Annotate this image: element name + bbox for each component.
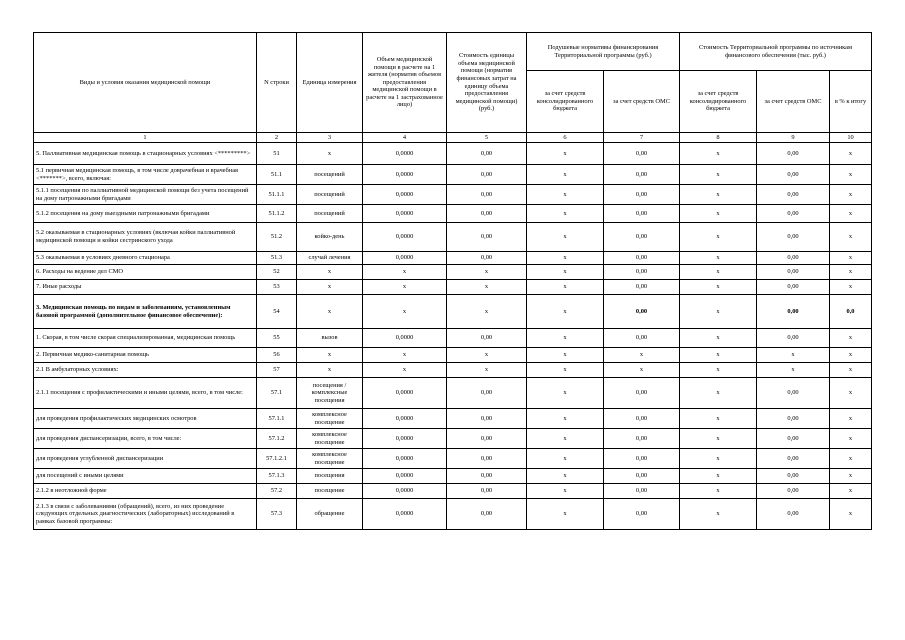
table-cell: x: [363, 295, 447, 329]
table-cell: x: [757, 348, 830, 363]
header-unit-cost: Стоимость единицы объема медицинской помощи (норматив финансовых затрат на единицу объема предоставления медицинской помощи) (руб.): [447, 33, 527, 133]
table-cell: x: [680, 378, 757, 409]
table-cell: x: [527, 265, 604, 280]
header-oms-cost: за счет средств ОМС: [757, 71, 830, 133]
table-cell: 0,0000: [363, 378, 447, 409]
table-cell: x: [680, 329, 757, 348]
table-cell: x: [830, 223, 872, 252]
row-label-cell: 5.3 оказываемая в условиях дневного стационара: [34, 252, 257, 265]
table-cell: x: [830, 429, 872, 449]
column-number: 2: [257, 133, 297, 143]
table-cell: 0,00: [447, 429, 527, 449]
table-cell: 0,0000: [363, 185, 447, 205]
table-row: [34, 449, 872, 469]
table-cell: посещения: [297, 469, 363, 484]
table-cell: x: [527, 429, 604, 449]
table-cell: 0,00: [757, 265, 830, 280]
table-cell: 57.3: [257, 499, 297, 530]
table-cell: x: [447, 348, 527, 363]
table-cell: 0,00: [757, 378, 830, 409]
table-cell: x: [527, 449, 604, 469]
table-cell: x: [527, 329, 604, 348]
table-cell: 0,0000: [363, 329, 447, 348]
table-cell: x: [830, 378, 872, 409]
table-row: [34, 143, 872, 165]
table-cell: x: [527, 185, 604, 205]
row-label-cell: 1. Скорая, в том числе скорая специализированная, медицинская помощь: [34, 329, 257, 348]
table-cell: x: [363, 363, 447, 378]
table-cell: x: [527, 295, 604, 329]
table-row: [34, 223, 872, 252]
table-cell: x: [680, 499, 757, 530]
table-cell: x: [680, 409, 757, 429]
table-cell: x: [830, 280, 872, 295]
table-cell: x: [527, 499, 604, 530]
table-cell: x: [830, 143, 872, 165]
table-cell: x: [680, 265, 757, 280]
table-cell: 0,00: [604, 265, 680, 280]
row-label-cell: для проведения диспансеризации, всего, в том числе:: [34, 429, 257, 449]
column-number: 6: [527, 133, 604, 143]
table-cell: x: [447, 295, 527, 329]
table-cell: x: [527, 348, 604, 363]
table-cell: 0,0000: [363, 143, 447, 165]
table-row: [34, 295, 872, 329]
table-cell: 57.1.1: [257, 409, 297, 429]
table-row: [34, 484, 872, 499]
table-cell: 0,00: [757, 280, 830, 295]
table-row: [34, 165, 872, 185]
table-cell: x: [830, 205, 872, 223]
table-cell: x: [447, 363, 527, 378]
table-cell: 0,00: [757, 429, 830, 449]
header-consolidated-budget: за счет средств консолидированного бюджета: [527, 71, 604, 133]
table-cell: x: [830, 329, 872, 348]
table-body: [34, 143, 872, 530]
table-cell: посещений: [297, 185, 363, 205]
table-cell: 0,00: [447, 484, 527, 499]
table-cell: x: [830, 363, 872, 378]
table-cell: 0,00: [604, 329, 680, 348]
table-cell: 0,00: [757, 449, 830, 469]
column-number: 5: [447, 133, 527, 143]
table-cell: x: [363, 280, 447, 295]
row-label-cell: 5. Паллиативная медицинская помощь в стационарных условиях <*********>: [34, 143, 257, 165]
row-label-cell: 2. Первичная медико-санитарная помощь: [34, 348, 257, 363]
table-cell: 57.1.3: [257, 469, 297, 484]
table-cell: 0,00: [757, 295, 830, 329]
header-oms: за счет средств ОМС: [604, 71, 680, 133]
table-cell: 57.1.2.1: [257, 449, 297, 469]
table-cell: x: [830, 469, 872, 484]
table-cell: x: [297, 295, 363, 329]
table-cell: x: [363, 265, 447, 280]
header-consolidated-budget-cost: за счет средств консолидированного бюджета: [680, 71, 757, 133]
table-cell: обращение: [297, 499, 363, 530]
financing-table: [33, 32, 872, 530]
table-cell: x: [527, 484, 604, 499]
table-cell: 0,0000: [363, 449, 447, 469]
table-cell: 0,00: [447, 205, 527, 223]
table-cell: 0,00: [604, 205, 680, 223]
table-row: [34, 378, 872, 409]
table-cell: 0,00: [604, 378, 680, 409]
row-label-cell: для проведения профилактических медицинских осмотров: [34, 409, 257, 429]
table-row: [34, 205, 872, 223]
table-cell: 0,0000: [363, 165, 447, 185]
row-label-cell: 2.1.1 посещения с профилактическими и иными целями, всего, в том числе:: [34, 378, 257, 409]
table-cell: 51.1: [257, 165, 297, 185]
table-cell: x: [757, 363, 830, 378]
table-cell: 0,00: [757, 329, 830, 348]
table-cell: 0,00: [604, 280, 680, 295]
table-cell: x: [297, 265, 363, 280]
table-cell: x: [680, 348, 757, 363]
table-cell: 0,00: [757, 223, 830, 252]
table-cell: x: [680, 143, 757, 165]
table-cell: 0,0000: [363, 252, 447, 265]
table-cell: 0,00: [604, 469, 680, 484]
table-row: [34, 469, 872, 484]
document-sheet: [33, 32, 871, 530]
table-cell: 0,00: [447, 329, 527, 348]
table-cell: 0,0000: [363, 499, 447, 530]
table-cell: 0,0000: [363, 223, 447, 252]
table-cell: случай лечения: [297, 252, 363, 265]
table-cell: x: [527, 252, 604, 265]
table-cell: x: [830, 409, 872, 429]
table-cell: 0,00: [757, 165, 830, 185]
table-cell: вызов: [297, 329, 363, 348]
table-cell: x: [363, 348, 447, 363]
table-cell: 0,00: [757, 252, 830, 265]
column-number: 9: [757, 133, 830, 143]
table-cell: x: [447, 265, 527, 280]
table-cell: 51.3: [257, 252, 297, 265]
table-cell: 0,0000: [363, 409, 447, 429]
column-number: 3: [297, 133, 363, 143]
table-cell: 0,00: [604, 499, 680, 530]
table-cell: комплексное посещение: [297, 409, 363, 429]
table-cell: посещения / комплексные посещения: [297, 378, 363, 409]
table-cell: 51.1.1: [257, 185, 297, 205]
table-cell: 0,00: [447, 469, 527, 484]
table-cell: 0,0: [830, 295, 872, 329]
header-percent-total: в % к итогу: [830, 71, 872, 133]
table-cell: x: [680, 205, 757, 223]
table-row: [34, 329, 872, 348]
table-cell: комплексное посещение: [297, 449, 363, 469]
table-cell: 0,00: [757, 409, 830, 429]
table-cell: x: [527, 363, 604, 378]
table-cell: 0,00: [604, 429, 680, 449]
table-cell: x: [680, 185, 757, 205]
table-cell: 0,00: [447, 223, 527, 252]
table-cell: 0,0000: [363, 205, 447, 223]
table-cell: 0,00: [447, 449, 527, 469]
table-cell: 51.1.2: [257, 205, 297, 223]
table-cell: x: [527, 280, 604, 295]
row-label-cell: 2.1.2 в неотложной форме: [34, 484, 257, 499]
table-cell: 0,00: [604, 409, 680, 429]
table-cell: x: [527, 409, 604, 429]
table-cell: 0,00: [604, 185, 680, 205]
table-cell: x: [527, 205, 604, 223]
table-cell: x: [830, 165, 872, 185]
row-label-cell: 3. Медицинская помощь по видам и заболеваниям, установленным базовой программой (дополнительное финансовое обеспечение):: [34, 295, 257, 329]
table-cell: 0,00: [447, 143, 527, 165]
column-number: 8: [680, 133, 757, 143]
header-row-number: N строки: [257, 33, 297, 133]
table-cell: 0,00: [757, 185, 830, 205]
table-row: [34, 185, 872, 205]
row-label-cell: 6. Расходы на ведение дел СМО: [34, 265, 257, 280]
table-cell: 0,00: [757, 469, 830, 484]
table-cell: 0,0000: [363, 469, 447, 484]
table-cell: 0,00: [757, 143, 830, 165]
row-label-cell: 2.1 В амбулаторных условиях:: [34, 363, 257, 378]
table-cell: 0,00: [604, 252, 680, 265]
table-cell: x: [604, 348, 680, 363]
table-cell: 57.1.2: [257, 429, 297, 449]
table-cell: x: [680, 280, 757, 295]
table-cell: x: [680, 363, 757, 378]
header-types-of-care: Виды и условия оказания медицинской помощи: [34, 33, 257, 133]
row-label-cell: 7. Иные расходы: [34, 280, 257, 295]
table-cell: посещение: [297, 484, 363, 499]
table-cell: 0,00: [604, 165, 680, 185]
table-cell: 53: [257, 280, 297, 295]
table-row: [34, 280, 872, 295]
table-header: [34, 33, 872, 143]
table-row: [34, 252, 872, 265]
table-cell: x: [527, 165, 604, 185]
table-row: [34, 348, 872, 363]
table-cell: 0,00: [604, 143, 680, 165]
row-label-cell: 5.1.2 посещения на дому выездными патронажными бригадами: [34, 205, 257, 223]
table-cell: 54: [257, 295, 297, 329]
table-cell: x: [680, 484, 757, 499]
table-cell: x: [680, 469, 757, 484]
header-volume: Объем медицинской помощи в расчете на 1 жителя (норматив объемов предоставления медицинской помощи в расчете на 1 застрахованное лицо): [363, 33, 447, 133]
table-cell: x: [297, 280, 363, 295]
table-cell: 0,00: [757, 499, 830, 530]
table-cell: 0,00: [604, 484, 680, 499]
table-cell: 0,00: [604, 223, 680, 252]
table-cell: x: [680, 295, 757, 329]
table-cell: 55: [257, 329, 297, 348]
table-cell: x: [830, 348, 872, 363]
row-label-cell: для проведения углубленной диспансеризации: [34, 449, 257, 469]
table-cell: x: [830, 484, 872, 499]
header-program-cost-group: Стоимость Территориальной программы по источникам финансового обеспечения (тыс. руб.): [680, 33, 872, 71]
table-cell: 0,00: [447, 165, 527, 185]
table-cell: 57.2: [257, 484, 297, 499]
table-cell: x: [680, 449, 757, 469]
table-cell: x: [297, 143, 363, 165]
table-cell: 0,00: [447, 185, 527, 205]
column-number: 7: [604, 133, 680, 143]
table-cell: 0,00: [757, 484, 830, 499]
table-cell: 51.2: [257, 223, 297, 252]
table-row: [34, 409, 872, 429]
table-cell: 57.1: [257, 378, 297, 409]
column-number: 4: [363, 133, 447, 143]
table-cell: x: [527, 378, 604, 409]
table-cell: 56: [257, 348, 297, 363]
row-label-cell: 2.1.3 в связи с заболеваниями (обращений), всего, из них проведение следующих отдельных диагностических (лабораторных) исследований в рамках базовой программы:: [34, 499, 257, 530]
table-cell: x: [527, 143, 604, 165]
table-cell: x: [680, 252, 757, 265]
table-cell: x: [830, 185, 872, 205]
column-number: 10: [830, 133, 872, 143]
table-cell: посещений: [297, 205, 363, 223]
table-cell: x: [297, 348, 363, 363]
table-row: [34, 363, 872, 378]
table-cell: x: [830, 265, 872, 280]
table-cell: 0,00: [447, 499, 527, 530]
header-unit: Единица измерения: [297, 33, 363, 133]
row-label-cell: 5.1.1 посещения по паллиативной медицинской помощи без учета посещений на дому патронажными бригадами: [34, 185, 257, 205]
table-cell: 0,00: [604, 295, 680, 329]
table-cell: x: [447, 280, 527, 295]
table-cell: 57: [257, 363, 297, 378]
table-row: [34, 265, 872, 280]
column-number: 1: [34, 133, 257, 143]
table-cell: 0,00: [757, 205, 830, 223]
table-cell: 0,00: [447, 378, 527, 409]
table-row: [34, 499, 872, 530]
table-cell: посещений: [297, 165, 363, 185]
row-label-cell: 5.2 оказываемая в стационарных условиях (включая койки паллиативной медицинской помощи и койки сестринского ухода: [34, 223, 257, 252]
table-cell: x: [680, 165, 757, 185]
table-cell: 0,0000: [363, 484, 447, 499]
table-cell: 0,00: [447, 409, 527, 429]
table-cell: x: [604, 363, 680, 378]
table-cell: x: [680, 429, 757, 449]
table-row: [34, 429, 872, 449]
table-cell: x: [527, 223, 604, 252]
table-cell: 0,00: [604, 449, 680, 469]
table-cell: x: [527, 469, 604, 484]
table-cell: 52: [257, 265, 297, 280]
table-cell: x: [297, 363, 363, 378]
table-cell: x: [830, 449, 872, 469]
row-label-cell: для посещений с иными целями: [34, 469, 257, 484]
table-cell: 51: [257, 143, 297, 165]
header-per-capita-group: Подушевые нормативы финансирования Территориальной программы (руб.): [527, 33, 680, 71]
row-label-cell: 5.1 первичная медицинская помощь, в том числе доврачебная и врачебная <*******>, всего, включая:: [34, 165, 257, 185]
table-cell: x: [830, 499, 872, 530]
table-cell: койко-день: [297, 223, 363, 252]
table-cell: комплексное посещение: [297, 429, 363, 449]
table-cell: x: [830, 252, 872, 265]
table-cell: 0,0000: [363, 429, 447, 449]
table-cell: 0,00: [447, 252, 527, 265]
column-number-row: [34, 133, 872, 143]
table-cell: x: [680, 223, 757, 252]
